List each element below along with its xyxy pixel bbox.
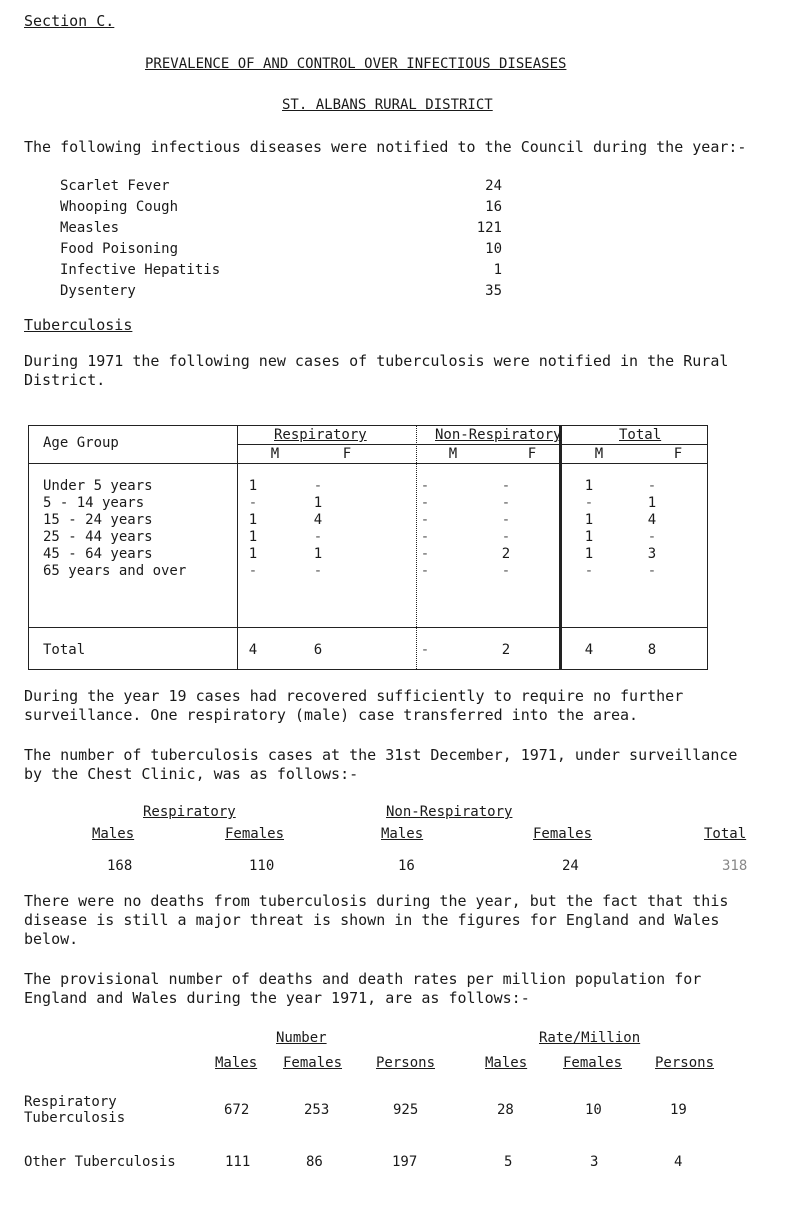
rate-females-header: Females (563, 1055, 623, 1071)
table-cell: 253 (304, 1102, 330, 1118)
table-cell: 1 (584, 529, 594, 545)
table-cell: - (420, 512, 430, 528)
table-cell: 1 (584, 478, 594, 494)
disease-name: Food Poisoning (60, 241, 179, 257)
table-cell: 4 (248, 642, 258, 658)
disease-name: Whooping Cough (60, 199, 179, 215)
disease-count: 121 (476, 220, 502, 236)
recovered-line-1: During the year 19 cases had recovered sufficiently to require no further (24, 687, 684, 705)
table-cell: - (584, 495, 594, 511)
disease-name: Measles (60, 220, 120, 236)
table-cell: - (501, 495, 511, 511)
table-cell: 3 (647, 546, 657, 562)
table-cell: 4 (674, 1154, 683, 1170)
age-group-cell: 65 years and over (43, 563, 187, 579)
table-cell: - (313, 563, 323, 579)
disease-count: 1 (493, 262, 502, 278)
table-cell: - (501, 563, 511, 579)
table-cell: - (647, 563, 657, 579)
table-cell: - (501, 478, 511, 494)
table-cell: 1 (248, 529, 258, 545)
table-cell: - (420, 495, 430, 511)
table-cell: 4 (647, 512, 657, 528)
table-cell: - (647, 529, 657, 545)
age-group-cell: Under 5 years (43, 478, 153, 494)
table-cell: 1 (313, 546, 323, 562)
tb-heading: Tuberculosis (24, 316, 133, 334)
table-cell: 4 (313, 512, 323, 528)
age-group-cell: 45 - 64 years (43, 546, 153, 562)
rate-header: Rate/Million (539, 1030, 641, 1046)
table-cell: 1 (313, 495, 323, 511)
table-cell: - (647, 478, 657, 494)
other-tb-label: Other Tuberculosis (24, 1154, 176, 1170)
respiratory-header: Respiratory (274, 427, 367, 443)
table-cell: 4 (584, 642, 594, 658)
non-respiratory-header: Non-Respiratory (435, 427, 562, 443)
table-cell: - (501, 529, 511, 545)
surv-resp-males-header: Males (92, 826, 135, 842)
table-cell: 197 (392, 1154, 418, 1170)
table-cell: 1 (248, 546, 258, 562)
disease-count: 35 (485, 283, 502, 299)
list-item (60, 262, 540, 281)
table-cell: - (584, 563, 594, 579)
surv-nonresp-males-header: Males (381, 826, 424, 842)
number-header: Number (276, 1030, 327, 1046)
table-cell: - (248, 563, 258, 579)
table-cell: 86 (306, 1154, 323, 1170)
provisional-line-2: England and Wales during the year 1971, are as follows:- (24, 989, 530, 1007)
total-f-header: F (673, 446, 683, 462)
table-cell: - (420, 642, 430, 658)
females-header: Females (283, 1055, 343, 1071)
disease-count: 16 (485, 199, 502, 215)
age-group-header: Age Group (43, 435, 119, 451)
table-cell: - (420, 563, 430, 579)
age-group-cell: 15 - 24 years (43, 512, 153, 528)
list-item (60, 283, 540, 302)
tb-table (28, 425, 708, 670)
table-cell: 925 (393, 1102, 419, 1118)
table-cell: - (313, 529, 323, 545)
table-cell: 2 (501, 642, 511, 658)
table-cell: 2 (501, 546, 511, 562)
table-cell: 5 (504, 1154, 513, 1170)
surv-nonresp-females-header: Females (533, 826, 593, 842)
table-cell: 28 (497, 1102, 514, 1118)
table-cell: 1 (248, 478, 258, 494)
disease-count: 24 (485, 178, 502, 194)
rate-persons-header: Persons (655, 1055, 715, 1071)
intro-text: The following infectious diseases were notified to the Council during the year:- (24, 138, 747, 156)
surv-nonresp-males-value: 16 (398, 858, 415, 874)
list-item (60, 220, 540, 239)
list-item (60, 178, 540, 197)
rate-males-header: Males (485, 1055, 528, 1071)
resp-tb-label-2: Tuberculosis (24, 1110, 126, 1126)
table-cell: 10 (585, 1102, 602, 1118)
tb-paragraph-line-1: During 1971 the following new cases of tuberculosis were notified in the Rural (24, 352, 729, 370)
recovered-line-2: surveillance. One respiratory (male) case transferred into the area. (24, 706, 639, 724)
surv-respiratory-header: Respiratory (143, 804, 236, 820)
table-cell: 1 (584, 546, 594, 562)
district-title: ST. ALBANS RURAL DISTRICT (282, 97, 493, 113)
table-cell: 19 (670, 1102, 687, 1118)
surv-resp-males-value: 168 (107, 858, 133, 874)
total-row-label: Total (43, 642, 86, 658)
surv-nonresp-females-value: 24 (562, 858, 579, 874)
table-cell: 8 (647, 642, 657, 658)
males-header: Males (215, 1055, 258, 1071)
table-cell: - (420, 546, 430, 562)
persons-header: Persons (376, 1055, 436, 1071)
disease-name: Scarlet Fever (60, 178, 170, 194)
disease-name: Infective Hepatitis (60, 262, 221, 278)
section-label: Section C. (24, 12, 115, 30)
table-cell: - (420, 529, 430, 545)
deaths-line-2: disease is still a major threat is shown in the figures for England and Wales (24, 911, 720, 929)
surv-resp-females-value: 110 (249, 858, 275, 874)
surv-resp-females-header: Females (225, 826, 285, 842)
surv-total-header: Total (704, 826, 747, 842)
list-item (60, 241, 540, 260)
surveillance-line-2: by the Chest Clinic, was as follows:- (24, 765, 359, 783)
tb-paragraph-line-2: District. (24, 371, 106, 389)
table-cell: 1 (248, 512, 258, 528)
table-cell: - (501, 512, 511, 528)
age-group-cell: 25 - 44 years (43, 529, 153, 545)
page-title: PREVALENCE OF AND CONTROL OVER INFECTIOUS DISEASES (145, 56, 567, 72)
deaths-line-3: below. (24, 930, 79, 948)
surv-total-value: 318 (722, 858, 748, 874)
resp-m-header: M (270, 446, 280, 462)
table-cell: - (313, 478, 323, 494)
disease-name: Dysentery (60, 283, 136, 299)
total-m-header: M (594, 446, 604, 462)
surveillance-line-1: The number of tuberculosis cases at the 31st December, 1971, under surveillance (24, 746, 738, 764)
surv-non-respiratory-header: Non-Respiratory (386, 804, 513, 820)
nonresp-m-header: M (448, 446, 458, 462)
table-cell: 3 (590, 1154, 599, 1170)
provisional-line-1: The provisional number of deaths and death rates per million population for (24, 970, 702, 988)
total-header: Total (619, 427, 662, 443)
age-group-cell: 5 - 14 years (43, 495, 145, 511)
table-cell: 1 (584, 512, 594, 528)
resp-tb-label-1: Respiratory (24, 1094, 117, 1110)
table-cell: 6 (313, 642, 323, 658)
table-cell: - (420, 478, 430, 494)
table-cell: 1 (647, 495, 657, 511)
table-cell: - (248, 495, 258, 511)
deaths-line-1: There were no deaths from tuberculosis during the year, but the fact that this (24, 892, 729, 910)
resp-f-header: F (342, 446, 352, 462)
table-cell: 111 (225, 1154, 251, 1170)
table-cell: 672 (224, 1102, 250, 1118)
nonresp-f-header: F (527, 446, 537, 462)
disease-count: 10 (485, 241, 502, 257)
list-item (60, 199, 540, 218)
